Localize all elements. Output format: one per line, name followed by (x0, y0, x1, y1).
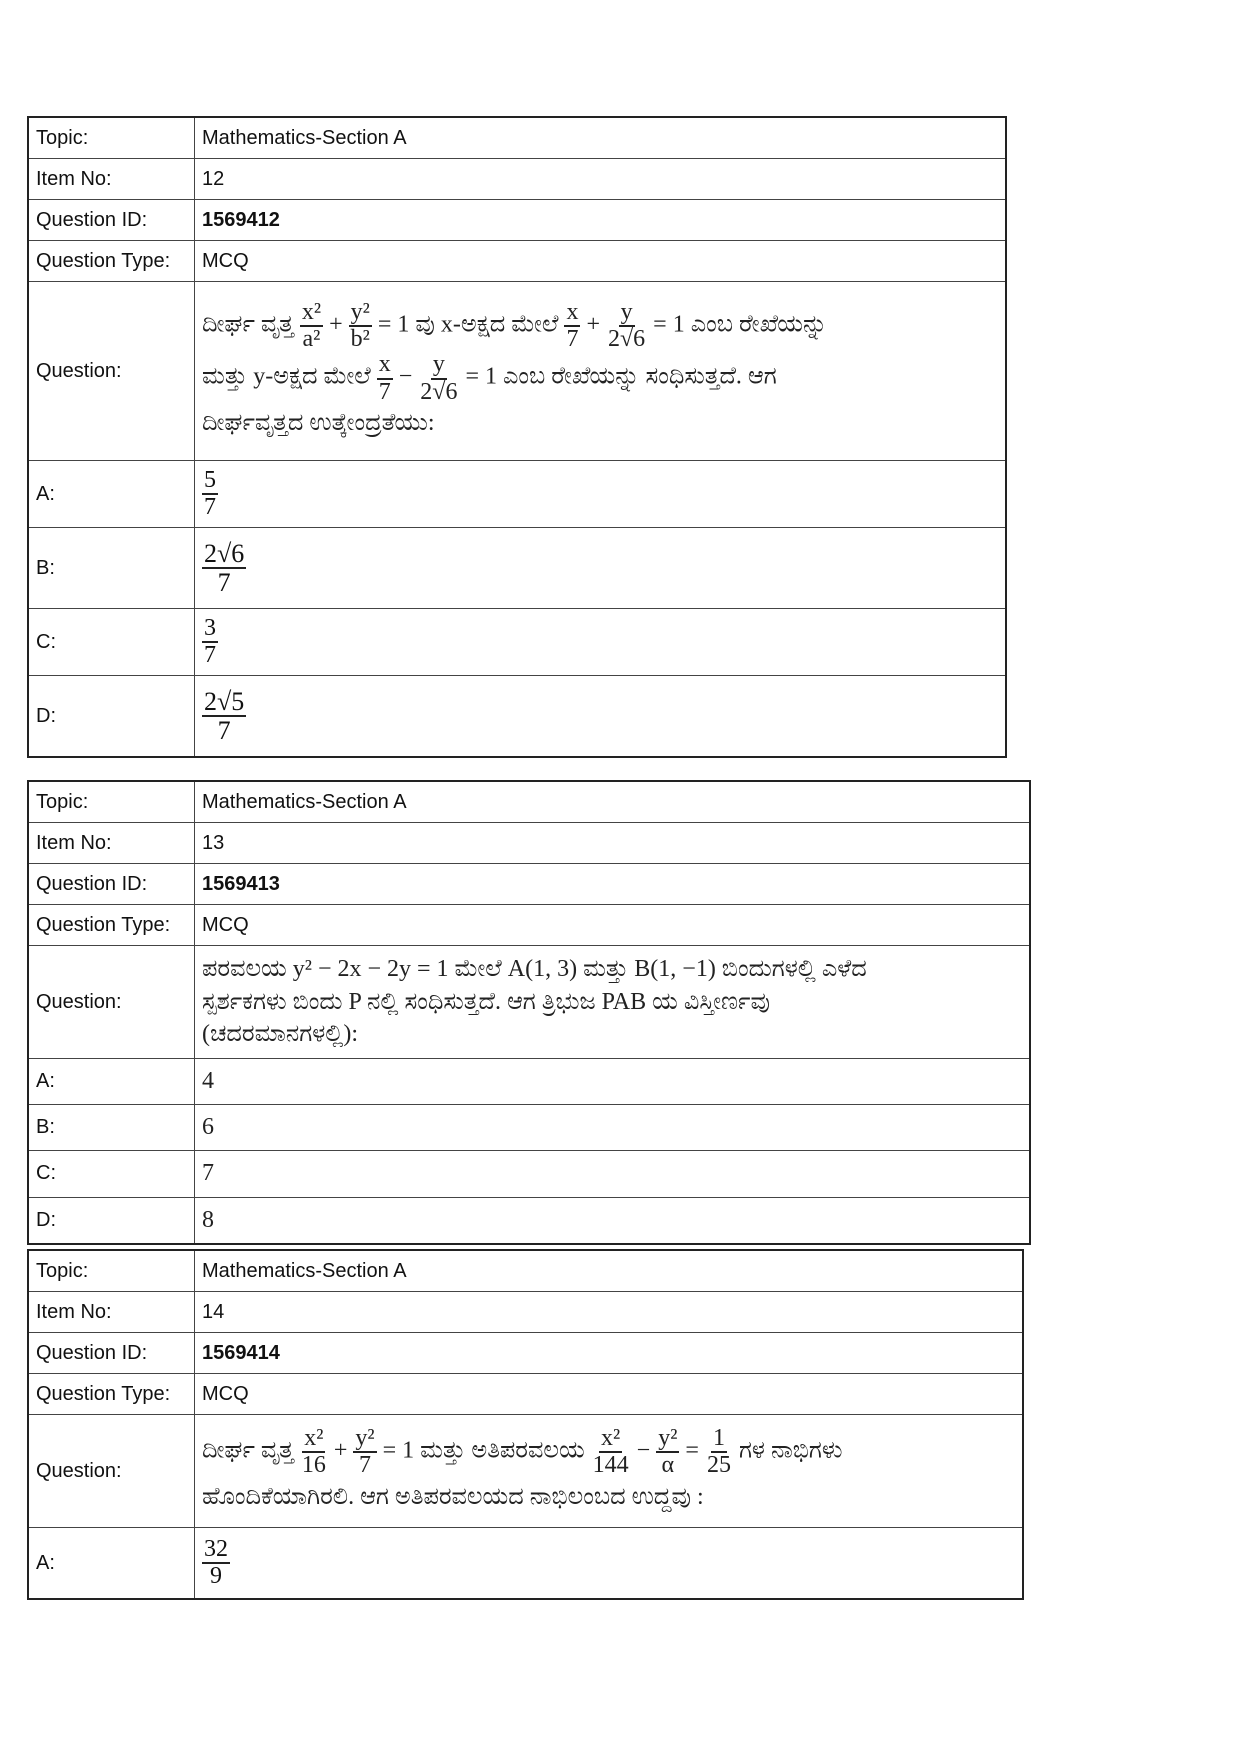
question-line-1: ಪರವಲಯ y² − 2x − 2y = 1 ಮೇಲೆ A(1, 3) ಮತ್ತು B(1, −1) ಬಿಂದುಗಳಲ್ಲಿ ಎಳೆದ (202, 956, 867, 983)
question-label: Question: (28, 282, 195, 461)
question-text (195, 946, 1031, 1059)
fraction: $\frac{1}{25}$ (706, 1425, 731, 1479)
question-row (28, 1415, 1023, 1528)
item-no-label: Item No: (28, 823, 195, 864)
option-d-row (28, 1197, 1030, 1244)
option-a-label: A: (28, 1528, 195, 1600)
option-d-label: D: (28, 676, 195, 758)
question-id-label: Question ID: (28, 200, 195, 241)
question-id-row (28, 1333, 1023, 1374)
fraction: $\frac{2√6}{7}$ (204, 538, 245, 597)
question-type-row (28, 1374, 1023, 1415)
option-a-value: 4 (195, 1059, 1031, 1105)
question-line-2: ಹೊಂದಿಕೆಯಾಗಿರಲಿ. ಆಗ ಅತಿಪರವಲಯದ ನಾಭಿಲಂಬದ ಉದ್ದವು : (202, 1483, 704, 1510)
item-no-row (28, 159, 1006, 200)
topic-value: Mathematics-Section A (195, 1250, 1024, 1292)
item-no-row (28, 823, 1030, 864)
item-no-value: 14 (195, 1292, 1024, 1333)
option-a-row (28, 461, 1006, 528)
question-type-row (28, 905, 1030, 946)
question-line-3: (ಚದರಮಾನಗಳಲ್ಲಿ): (202, 1021, 359, 1048)
fraction: $\frac{5}{7}$ (204, 466, 216, 520)
topic-label: Topic: (28, 117, 195, 159)
option-b-value (195, 528, 1007, 609)
question-line-1: ದೀರ್ಘ ವೃತ್ತ $\frac{\text{x²}}{\text{a²}}$ + $\frac{\text{y²}}{\text{b²}}$ = 1 ವು x-ಅಕ್ಷದ ಮೇಲೆ $\frac{x}{7}$ + $\frac{y}{2√6}$ = 1 ಎಂಬ ರೇಖೆಯನ್ನು (202, 299, 828, 353)
fraction: $\frac{\text{y²}}{\text{b²}}$ (350, 299, 370, 353)
question-id-row (28, 864, 1030, 905)
topic-label: Topic: (28, 1250, 195, 1292)
question-table-12 (27, 116, 1007, 758)
fraction: $\frac{2√5}{7}$ (204, 686, 245, 745)
question-id-value: 1569413 (195, 864, 1031, 905)
question-type-label: Question Type: (28, 905, 195, 946)
option-c-label: C: (28, 609, 195, 676)
option-d-label: D: (28, 1197, 195, 1244)
option-d-value: 8 (195, 1197, 1031, 1244)
topic-row (28, 117, 1006, 159)
item-no-value: 12 (195, 159, 1007, 200)
option-b-label: B: (28, 1105, 195, 1151)
option-b-value: 6 (195, 1105, 1031, 1151)
question-text (195, 1415, 1024, 1528)
question-type-label: Question Type: (28, 241, 195, 282)
item-no-value: 13 (195, 823, 1031, 864)
fraction: $\frac{y}{2√6}$ (608, 299, 646, 353)
option-c-value (195, 609, 1007, 676)
topic-row (28, 1250, 1023, 1292)
question-type-value: MCQ (195, 1374, 1024, 1415)
question-table-14 (27, 1249, 1024, 1600)
question-line-2: ಮತ್ತು y-ಅಕ್ಷದ ಮೇಲೆ $\frac{x}{7}$ − $\frac{y}{2√6}$ = 1 ಎಂಬ ರೇಖೆಯನ್ನು ಸಂಧಿಸುತ್ತದೆ. ಆಗ (202, 351, 777, 405)
question-type-value: MCQ (195, 905, 1031, 946)
question-id-value: 1569412 (195, 200, 1007, 241)
option-c-row (28, 1151, 1030, 1197)
fraction: $\frac{\text{y²}}{7}$ (355, 1425, 375, 1479)
option-d-row (28, 676, 1006, 758)
option-c-row (28, 609, 1006, 676)
fraction: $\frac{\text{x²}}{\text{a²}}$ (301, 299, 322, 353)
option-a-label: A: (28, 461, 195, 528)
item-no-row (28, 1292, 1023, 1333)
question-label: Question: (28, 946, 195, 1059)
question-label: Question: (28, 1415, 195, 1528)
fraction: $\frac{\text{x²}}{144}$ (592, 1425, 629, 1479)
option-a-row (28, 1059, 1030, 1105)
fraction: $\frac{\text{y²}}{\alpha}$ (658, 1425, 678, 1479)
option-a-value (195, 1528, 1024, 1600)
question-line-3: ದೀರ್ಘವೃತ್ತದ ಉತ್ಕೇಂದ್ರತೆಯು: (202, 409, 435, 436)
option-c-value: 7 (195, 1151, 1031, 1197)
question-row (28, 282, 1006, 461)
option-d-value (195, 676, 1007, 758)
question-text (195, 282, 1007, 461)
option-b-row (28, 1105, 1030, 1151)
question-table-13 (27, 780, 1031, 1245)
topic-value: Mathematics-Section A (195, 117, 1007, 159)
question-id-label: Question ID: (28, 1333, 195, 1374)
option-c-label: C: (28, 1151, 195, 1197)
option-b-row (28, 528, 1006, 609)
topic-row (28, 781, 1030, 823)
question-type-value: MCQ (195, 241, 1007, 282)
option-a-row (28, 1528, 1023, 1600)
question-row (28, 946, 1030, 1059)
fraction: $\frac{\text{x²}}{16}$ (301, 1425, 326, 1479)
fraction: $\frac{x}{7}$ (566, 299, 579, 353)
topic-value: Mathematics-Section A (195, 781, 1031, 823)
topic-label: Topic: (28, 781, 195, 823)
fraction: $\frac{y}{2√6}$ (420, 351, 458, 405)
question-id-value: 1569414 (195, 1333, 1024, 1374)
fraction: $\frac{3}{7}$ (204, 614, 216, 668)
question-line-1: ದೀರ್ಘ ವೃತ್ತ $\frac{\text{x²}}{16}$ + $\frac{\text{y²}}{7}$ = 1 ಮತ್ತು ಅತಿಪರವಲಯ $\frac{\text{x²}}{144}$ − $\frac{\text{y²}}{\alpha}$ = $\frac{1}{25}$ ಗಳ ನಾಭಿಗಳು (202, 1425, 843, 1479)
option-a-label: A: (28, 1059, 195, 1105)
fraction: $\frac{x}{7}$ (378, 351, 391, 405)
item-no-label: Item No: (28, 1292, 195, 1333)
question-type-row (28, 241, 1006, 282)
question-line-2: ಸ್ಪರ್ಶಕಗಳು ಬಿಂದು P ನಲ್ಲಿ ಸಂಧಿಸುತ್ತದೆ. ಆಗ ತ್ರಿಭುಜ PAB ಯ ವಿಸ್ತೀರ್ಣವು (202, 988, 771, 1015)
option-b-label: B: (28, 528, 195, 609)
item-no-label: Item No: (28, 159, 195, 200)
fraction: $\frac{32}{9}$ (204, 1535, 228, 1589)
question-id-label: Question ID: (28, 864, 195, 905)
option-a-value (195, 461, 1007, 528)
question-type-label: Question Type: (28, 1374, 195, 1415)
question-id-row (28, 200, 1006, 241)
